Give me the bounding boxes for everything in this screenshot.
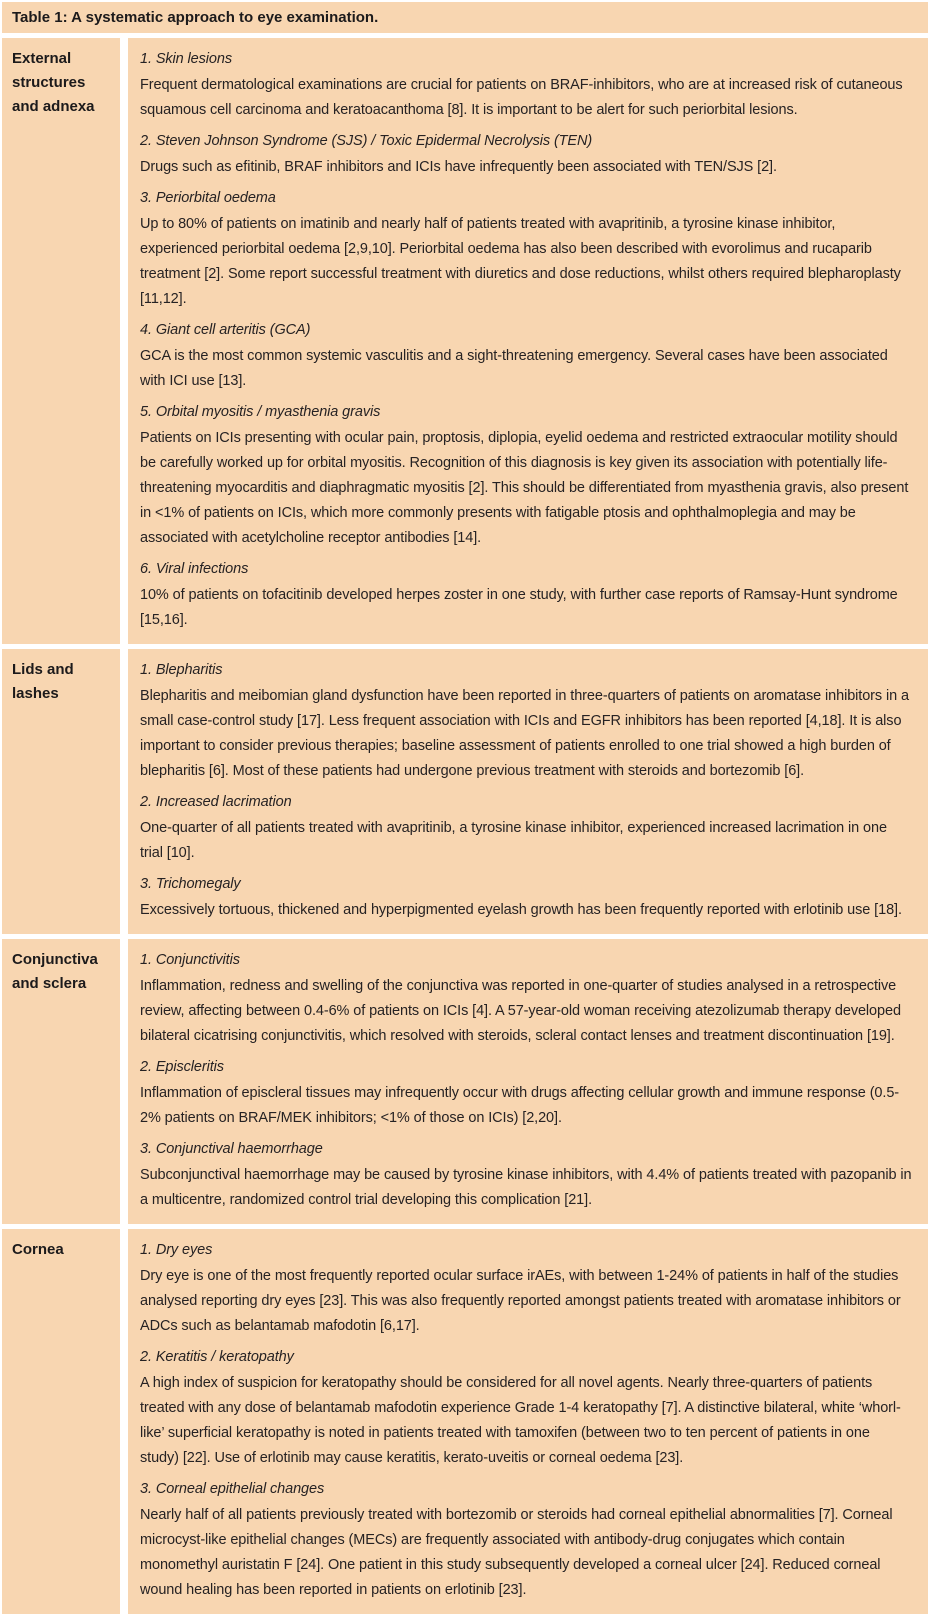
item-heading: 1. Blepharitis bbox=[140, 662, 223, 678]
item-body: A high index of suspicion for keratopathy should be considered for all novel agents. Nearly three-quarters of patients treated with any dose of belantamab mafodotin experience Grade 1-4 keratopathy [7]. A distinctive bilateral, white ‘whorl-like’ superficial keratopathy is noted in patients treated with tamoxifen (between two to ten percent of patients in one study) [22]. Use of erlotinib may cause keratitis, kerato-uveitis or corneal oedema [23]. bbox=[140, 1375, 901, 1466]
item-heading: 3. Trichomegaly bbox=[140, 876, 241, 892]
item-body: Up to 80% of patients on imatinib and nearly half of patients treated with avapritinib, a tyrosine kinase inhibitor, experienced periorbital oedema [2,9,10]. Periorbital oedema has also been described with evorolimus and rucaparib treatment [2]. Some report successful treatment with diuretics and dose reductions, whilst others required blepharoplasty [11,12]. bbox=[140, 216, 901, 307]
category-cell bbox=[2, 939, 120, 1224]
item-body: Patients on ICIs presenting with ocular pain, proptosis, diplopia, eyelid oedema and restricted extraocular motility should be carefully worked up for orbital myositis. Recognition of this diagnosis is key given its association with potentially life-threatening myocarditis and diaphragmatic myositis [2]. This should be differentiated from myasthenia gravis, also present in <1% of patients on ICIs, which more commonly presents with fatigable ptosis and ophthalmoplegia and may be associated with acetylcholine receptor antibodies [14]. bbox=[140, 430, 909, 546]
item-heading: 3. Corneal epithelial changes bbox=[140, 1481, 325, 1497]
table-row bbox=[2, 38, 928, 644]
category-cell bbox=[2, 38, 120, 644]
item-body: Subconjunctival haemorrhage may be caused by tyrosine kinase inhibitors, with 4.4% of patients treated with pazopanib in a multicentre, randomized control trial developing this complication [21]. bbox=[140, 1167, 912, 1208]
category-label: External structures and adnexa bbox=[12, 50, 95, 115]
content-cell bbox=[128, 649, 928, 934]
item-heading: 1. Conjunctivitis bbox=[140, 952, 240, 968]
item-heading: 1. Skin lesions bbox=[140, 51, 232, 67]
item-heading: 3. Periorbital oedema bbox=[140, 190, 276, 206]
item-heading: 2. Steven Johnson Syndrome (SJS) / Toxic Epidermal Necrolysis (TEN) bbox=[140, 133, 593, 149]
item-heading: 2. Increased lacrimation bbox=[140, 794, 292, 810]
item-body: Blepharitis and meibomian gland dysfunction have been reported in three-quarters of patients on aromatase inhibitors in a small case-control study [17]. Less frequent association with ICIs and EGFR inhibitors has been reported [4,18]. It is also important to consider previous therapies; baseline assessment of patients enrolled to one trial showed a high burden of blepharitis [6]. Most of these patients had undergone previous treatment with steroids and bortezomib [6]. bbox=[140, 688, 909, 779]
table-title: Table 1: A systematic approach to eye examination. bbox=[2, 2, 928, 33]
category-label: Cornea bbox=[12, 1241, 64, 1258]
item-heading: 5. Orbital myositis / myasthenia gravis bbox=[140, 404, 381, 420]
item-heading: 2. Keratitis / keratopathy bbox=[140, 1349, 294, 1365]
table-row bbox=[2, 939, 928, 1224]
item-body: Frequent dermatological examinations are crucial for patients on BRAF-inhibitors, who are at increased risk of cutaneous squamous cell carcinoma and keratoacanthoma [8]. It is important to be alert for such periorbital lesions. bbox=[140, 77, 903, 118]
table-body bbox=[2, 38, 928, 1614]
item-body: Excessively tortuous, thickened and hyperpigmented eyelash growth has been frequently reported with erlotinib use [18]. bbox=[140, 902, 902, 918]
table-row bbox=[2, 1229, 928, 1614]
table-container bbox=[2, 2, 928, 1598]
item-body: One-quarter of all patients treated with avapritinib, a tyrosine kinase inhibitor, experienced increased lacrimation in one trial [10]. bbox=[140, 820, 887, 861]
item-body: Drugs such as efitinib, BRAF inhibitors and ICIs have infrequently been associated with TEN/SJS [2]. bbox=[140, 159, 777, 175]
item-body: 10% of patients on tofacitinib developed herpes zoster in one study, with further case reports of Ramsay-Hunt syndrome [15,16]. bbox=[140, 587, 898, 628]
item-heading: 3. Conjunctival haemorrhage bbox=[140, 1141, 323, 1157]
category-label: Lids and lashes bbox=[12, 661, 74, 702]
category-cell bbox=[2, 649, 120, 934]
item-body: Dry eye is one of the most frequently reported ocular surface irAEs, with between 1-24% of patients in half of the studies analysed reporting dry eyes [23]. This was also frequently reported amongst patients treated with aromatase inhibitors or ADCs such as belantamab mafodotin [6,17]. bbox=[140, 1268, 901, 1334]
content-cell bbox=[128, 1229, 928, 1614]
item-body: Nearly half of all patients previously treated with bortezomib or steroids had corneal epithelial abnormalities [7]. Corneal microcyst-like epithelial changes (MECs) are frequently associated with antibody-drug conjugates which contain monomethyl auristatin F [24]. One patient in this study subsequently developed a corneal ulcer [24]. Reduced corneal wound healing has been reported in patients on erlotinib [23]. bbox=[140, 1507, 893, 1598]
item-heading: 6. Viral infections bbox=[140, 561, 249, 577]
content-cell bbox=[128, 38, 928, 644]
category-cell bbox=[2, 1229, 120, 1614]
content-cell bbox=[128, 939, 928, 1224]
item-body: Inflammation of episcleral tissues may infrequently occur with drugs affecting cellular growth and immune response (0.5-2% patients on BRAF/MEK inhibitors; <1% of those on ICIs) [2,20]. bbox=[140, 1085, 900, 1126]
item-body: Inflammation, redness and swelling of the conjunctiva was reported in one-quarter of studies analysed in a retrospective review, affecting between 0.4-6% of patients on ICIs [4]. A 57-year-old woman receiving atezolizumab therapy developed bilateral cicatrising conjunctivitis, which resolved with steroids, scleral contact lenses and treatment discontinuation [19]. bbox=[140, 978, 901, 1044]
table-row bbox=[2, 649, 928, 934]
item-heading: 1. Dry eyes bbox=[140, 1242, 213, 1258]
item-heading: 2. Episcleritis bbox=[140, 1059, 224, 1075]
item-body: GCA is the most common systemic vasculitis and a sight-threatening emergency. Several cases have been associated with ICI use [13]. bbox=[140, 348, 888, 389]
category-label: Conjunctiva and sclera bbox=[12, 951, 98, 992]
item-heading: 4. Giant cell arteritis (GCA) bbox=[140, 322, 311, 338]
